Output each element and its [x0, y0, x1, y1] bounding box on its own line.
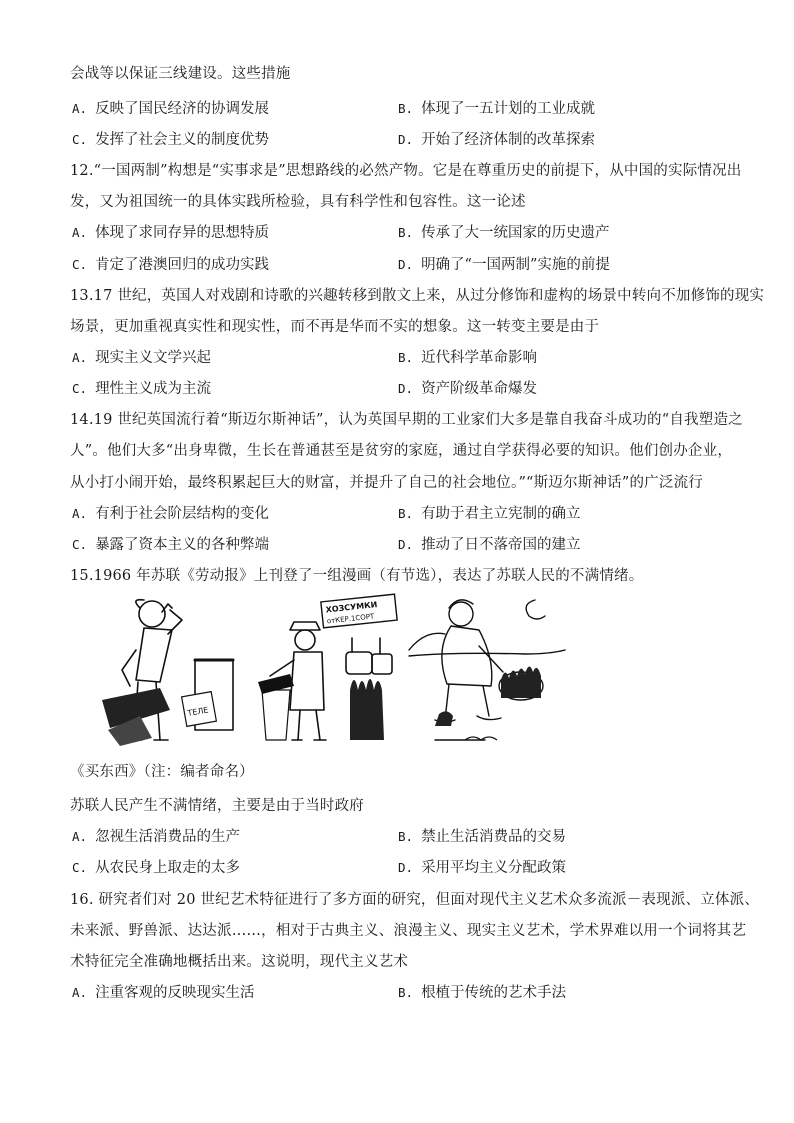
q15-option-c[interactable]: C. 从农民身上取走的太多	[72, 860, 241, 876]
q12-option-a[interactable]: A. 体现了求同存异的思想特质	[72, 225, 270, 241]
cartoon-man-tv-drawing	[100, 590, 245, 750]
cartoon-panel-2	[250, 590, 400, 750]
q16-stem-line-3: 术特征完全准确地概括出来。这说明，现代主义艺术	[70, 954, 409, 970]
q14-stem-line-1: 14.19 世纪英国流行着“斯迈尔斯神话”，认为英国早期的工业家们大多是靠自我奋斗成功的“自我塑造之	[70, 412, 743, 428]
q13-option-a[interactable]: A. 现实主义文学兴起	[72, 350, 212, 366]
q14-stem-line-3: 从小打小闹开始，最终积累起巨大的财富，并提升了自己的社会地位。”“斯迈尔斯神话”的广泛流行	[70, 475, 703, 491]
q15-caption: 《买东西》（注：编者命名）	[70, 764, 254, 780]
q11-stem: 会战等以保证三线建设。这些措施	[70, 66, 291, 82]
q11-option-d[interactable]: D. 开始了经济体制的改革探索	[398, 132, 596, 148]
cartoon-strip	[100, 590, 570, 750]
q15-option-d[interactable]: D. 采用平均主义分配政策	[398, 860, 567, 876]
q12-stem-line-1: 12.“一国两制”构想是“实事求是”思想路线的必然产物。它是在尊重历史的前提下，从中国的实际情况出	[70, 163, 742, 179]
q12-option-b[interactable]: B. 传承了大一统国家的历史遗产	[398, 225, 610, 241]
q12-option-c[interactable]: C. 肯定了港澳回归的成功实践	[72, 257, 270, 273]
q12-option-d[interactable]: D. 明确了“一国两制”实施的前提	[398, 257, 610, 273]
tv-box-label: ТЕЛЕ	[186, 705, 210, 718]
q15-question: 苏联人民产生不满情绪，主要是由于当时政府	[70, 798, 364, 814]
q15-option-b[interactable]: B. 禁止生活消费品的交易	[398, 829, 567, 845]
cartoon-panel-1	[100, 590, 245, 750]
q12-stem-line-2: 发，又为祖国统一的具体实践所检验，具有科学性和包容性。这一论述	[70, 194, 526, 210]
cartoon-panel-3	[405, 590, 570, 750]
q11-option-a[interactable]: A. 反映了国民经济的协调发展	[72, 101, 270, 117]
q16-option-b[interactable]: B. 根植于传统的艺术手法	[398, 985, 567, 1001]
cartoon-woman-drawing	[405, 590, 570, 750]
q14-stem-line-2: 人”。他们大多“出身卑微，生长在普通甚至是贫穷的家庭，通过自学获得必要的知识。他们创办企业，	[70, 443, 733, 459]
q15-stem-line-1: 15.1966 年苏联《劳动报》上刊登了一组漫画（有节选），表达了苏联人民的不满情绪。	[70, 568, 644, 584]
q11-option-c[interactable]: C. 发挥了社会主义的制度优势	[72, 132, 270, 148]
q13-option-c[interactable]: C. 理性主义成为主流	[72, 381, 212, 397]
q16-stem-line-2: 未来派、野兽派、达达派……，相对于古典主义、浪漫主义、现实主义艺术，学术界难以用一个词将其艺	[70, 923, 747, 939]
cartoon-shopping-drawing	[250, 590, 400, 750]
q14-option-c[interactable]: C. 暴露了资本主义的各种弊端	[72, 537, 270, 553]
q14-option-b[interactable]: B. 有助于君主立宪制的确立	[398, 506, 581, 522]
q14-option-a[interactable]: A. 有利于社会阶层结构的变化	[72, 506, 270, 522]
q16-option-a[interactable]: A. 注重客观的反映现实生活	[72, 985, 255, 1001]
q16-stem-line-1: 16. 研究者们对 20 世纪艺术特征进行了多方面的研究，但面对现代主义艺术众多流派－表现派、立体派、	[70, 892, 760, 908]
q13-stem-line-2: 场景，更加重视真实性和现实性，而不再是华而不实的想象。这一转变主要是由于	[70, 319, 600, 335]
q13-stem-line-1: 13.17 世纪，英国人对戏剧和诗歌的兴趣转移到散文上来，从过分修饰和虚构的场景中转向不加修饰的现实	[70, 288, 765, 304]
shop-sign-line-2: отКЕР.1СОРТ	[326, 612, 375, 626]
q15-option-a[interactable]: A. 忽视生活消费品的生产	[72, 829, 241, 845]
q11-option-b[interactable]: B. 体现了一五计划的工业成就	[398, 101, 596, 117]
q13-option-d[interactable]: D. 资产阶级革命爆发	[398, 381, 538, 397]
q14-option-d[interactable]: D. 推动了日不落帝国的建立	[398, 537, 581, 553]
q13-option-b[interactable]: B. 近代科学革命影响	[398, 350, 538, 366]
shop-sign-line-1: ХОЗСУМКИ	[325, 600, 378, 615]
